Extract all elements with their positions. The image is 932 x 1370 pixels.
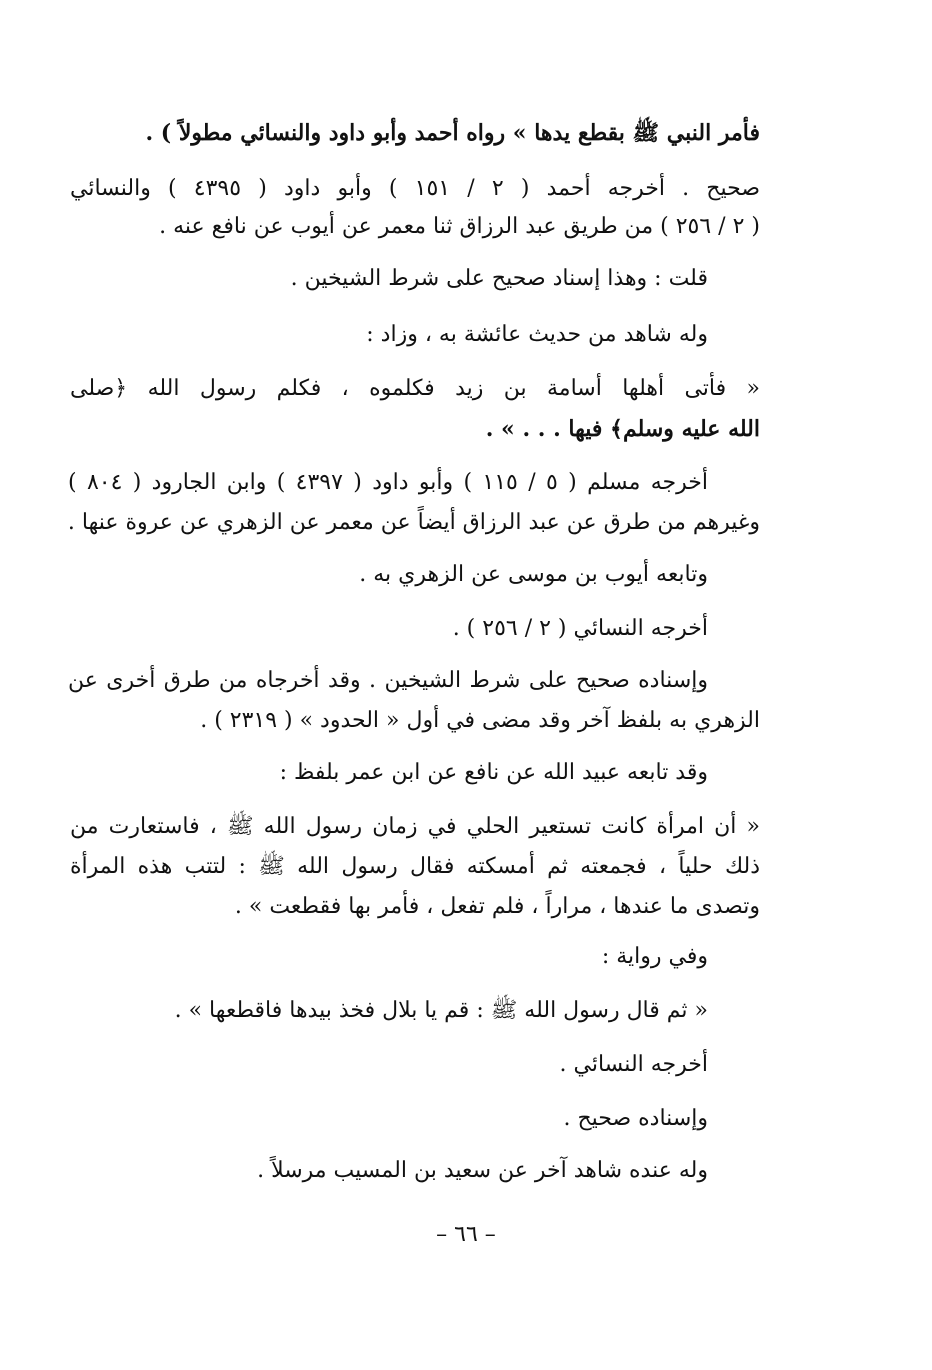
- text-line-6: « فأتى أهلها أسامة بن زيد فكلموه ، فكلم رسول الله ﴿صلى: [70, 376, 760, 401]
- text-line-5: وله شاهد من حديث عائشة به ، وزاد :: [366, 322, 708, 347]
- text-line-10: وتابعه أيوب بن موسى عن الزهري به .: [359, 562, 708, 587]
- text-line-20: أخرجه النسائي .: [559, 1052, 708, 1077]
- text-line-16: ذلك حلياً ، فجمعته ثم أمسكته فقال رسول الله ﷺ : لتتب هذه المرأة: [70, 854, 760, 879]
- text-line-1: فأمر النبي ﷺ بقطع يدها » رواه أحمد وأبو داود والنسائي مطولاً ) .: [145, 120, 760, 146]
- text-line-4: قلت : وهذا إسناد صحيح على شرط الشيخين .: [290, 266, 708, 291]
- text-line-15: « أن امرأة كانت تستعير الحلي في زمان رسول الله ﷺ ، فاستعارت من: [70, 814, 760, 839]
- text-line-9: وغيرهم من طرق عن عبد الرزاق أيضاً عن معمر عن الزهري عن عروة عنها .: [67, 510, 760, 535]
- text-line-14: وقد تابعه عبيد الله عن نافع عن ابن عمر بلفظ :: [279, 760, 708, 785]
- text-line-3: ( ٢ / ٢٥٦ ) من طريق عبد الرزاق ثنا معمر عن أيوب عن نافع عنه .: [159, 214, 760, 239]
- text-line-21: وإسناده صحيح .: [563, 1106, 708, 1131]
- text-line-7: الله عليه وسلم﴾ فيها . . . » .: [485, 416, 760, 442]
- page-number: – ٦٦ –: [436, 1222, 496, 1247]
- text-line-18: وفي رواية :: [601, 944, 708, 969]
- text-line-13: الزهري به بلفظ آخر وقد مضى في أول « الحدود » ( ٢٣١٩ ) .: [200, 708, 760, 733]
- text-line-8: أخرجه مسلم ( ٥ / ١١٥ ) وأبو داود ( ٤٣٩٧ ) وابن الجارود ( ٨٠٤ ): [68, 470, 708, 495]
- text-line-2: صحيح . أخرجه أحمد ( ٢ / ١٥١ ) وأبو داود ( ٤٣٩٥ ) والنسائي: [70, 176, 761, 201]
- text-line-12: وإسناده صحيح على شرط الشيخين . وقد أخرجاه من طرق أخرى عن: [68, 668, 708, 693]
- text-line-17: وتصدى ما عندها ، مراراً ، فلم تفعل ، فأمر بها فقطعت » .: [234, 894, 760, 919]
- text-line-11: أخرجه النسائي ( ٢ / ٢٥٦ ) .: [452, 616, 708, 641]
- text-line-22: وله عنده شاهد آخر عن سعيد بن المسيب مرسلاً .: [257, 1158, 708, 1183]
- text-line-19: « ثم قال رسول الله ﷺ : قم يا بلال فخذ بيدها فاقطعها » .: [174, 998, 708, 1023]
